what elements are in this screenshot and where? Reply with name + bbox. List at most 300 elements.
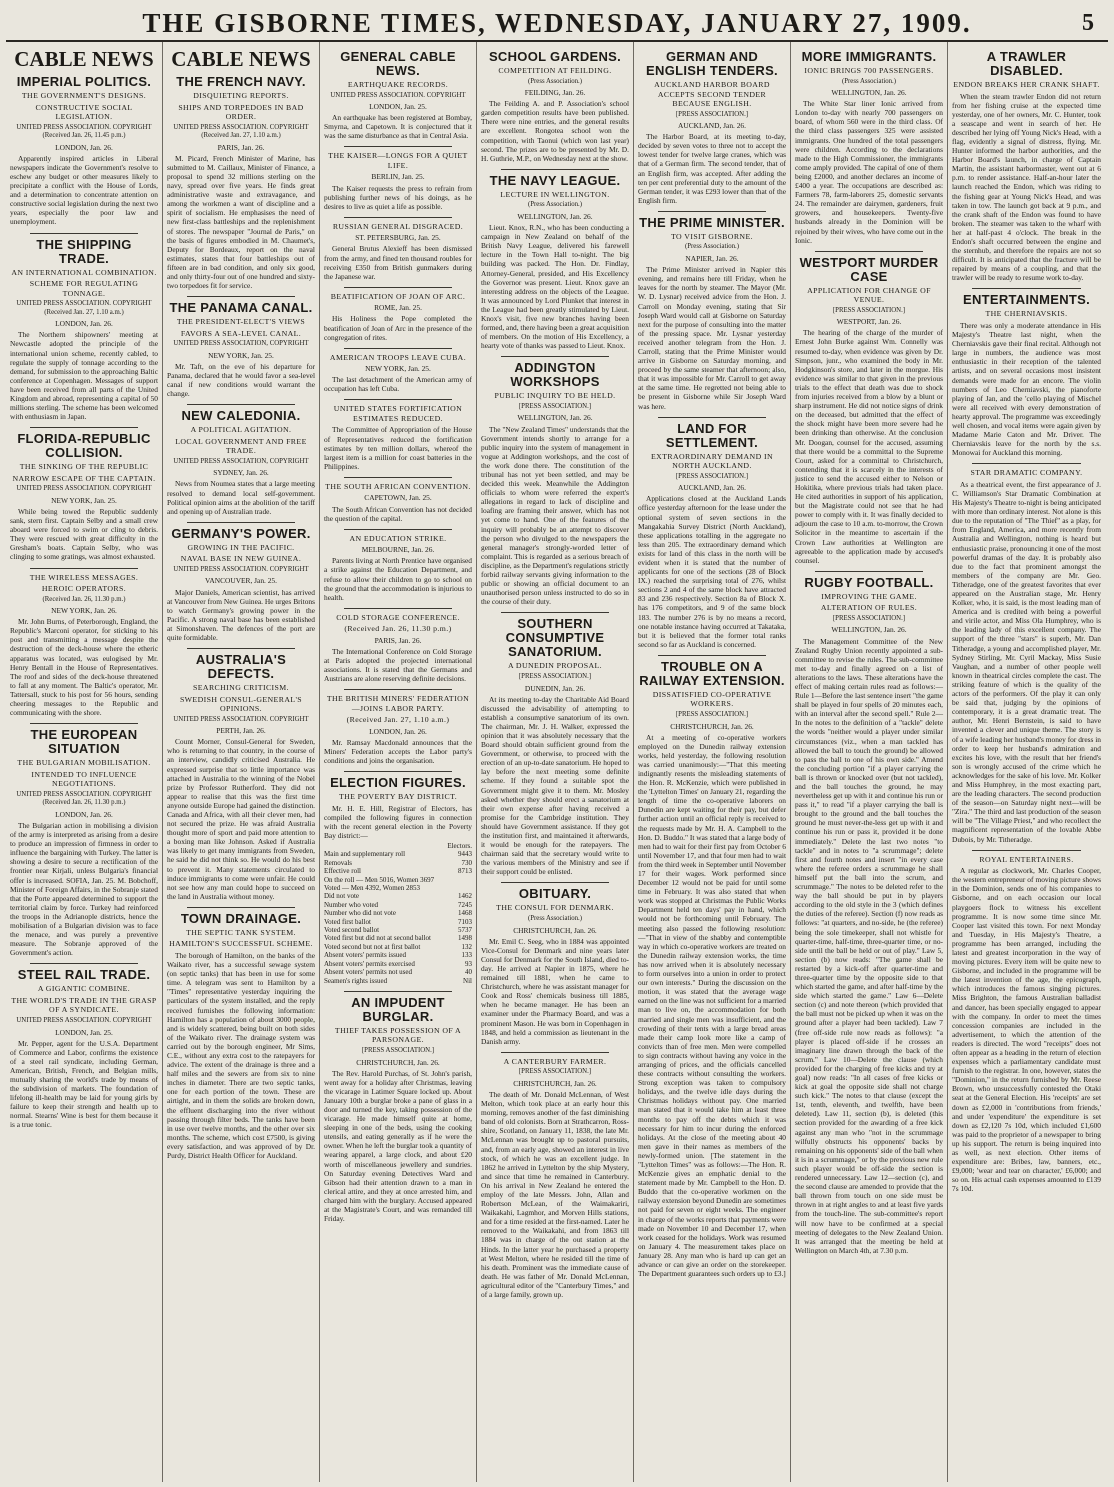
article-divider (658, 211, 766, 212)
article (167, 48, 315, 290)
article-divider (30, 233, 138, 234)
article-divider (344, 529, 452, 530)
table-cell: Seamen's rights issued (324, 976, 388, 985)
article-subheading: EARTHQUAKE RECORDS. (347, 80, 449, 89)
article-headline: WESTPORT MURDER CASE (799, 254, 939, 284)
article-divider (501, 169, 609, 170)
article-headline: SOUTHERN CONSUMPTIVE SANATORIUM. (505, 616, 605, 660)
article-headline: NEW CALEDONIA. (181, 408, 301, 424)
article-divider (658, 655, 766, 656)
article-subheading: AN INTERNATIONAL COMBINATION. (11, 267, 157, 277)
dateline: CHRISTCHURCH, Jan. 26. (513, 925, 597, 935)
article-body: The Feilding A. and P. Association's school garden competition results have been published. There were nine entries, and the general results are excellent. Rongotea school won the competition, with Taonui (which won last year) second. The prizes are to be presented by Mr. D. H. Guthrie, M.P., on Wednesday next at the show. (481, 99, 629, 163)
article-body: The Rev. Harold Purchas, of St. John's parish, went away for a holiday after Christmas, leaving the vicarage in Latimer Square locked up. About January 10th a burglar broke a pane of glass in a door and turned the key, taking possession of the vicarage. He made himself quite at home, sleeping in one of the beds, using the cooking utensils, and eating generally as if he were the owner. When he left the burglar took a quantity of wearing apparel, a large clock, and about £20 worth of miscellaneous jewellery and sundries. On Saturday evening Detectives Ward and Gibson had their attention drawn to a man in clerical attire, and they at once arrested him, and charged him with the burglary. Accused appeared at the Magistrate's Court, and was remanded till Friday. (324, 1068, 472, 1224)
table-cell: Voted — Men 4392, Women 2853 (324, 884, 421, 893)
article-divider (344, 399, 452, 400)
table-cell: Absent voters' permits issued (324, 951, 406, 960)
press-credit: (Received Jan. 26, 11.30 p.m.) (42, 595, 126, 603)
article-subheading: RUSSIAN GENERAL DISGRACED. (332, 221, 464, 231)
article-body: Mr. Emil C. Seeg, who in 1884 was appointed Vice-Consul for Denmark and nine years later Consul for Denmark for the South Island, died to-day. He arrived at Napier in 1875, where he remained till 1881, when he came to Christchurch, where he was assistant manager for Cook and Ross' chemicals business till 1885, when he became manager. He has been an examiner under the Pharmacy Board, and was a prominent Mason. He was born in Copenhagen in 1848, and held a commission as lieutenant in the Danish army. (481, 936, 629, 1046)
article-body: The hearing of the charge of the murder of Ernest John Burke against Wm. Connelly was resumed to-day, when evidence was given by Dr. Simpson, junr., who examined the body in Mr. Hodgkinson's store, and later in the morgue. His evidence was similar to that given in the previous trials to the effect that death was due to shock from injuries received from a blow by a blunt or sharp instrument. He did not notice signs of drink on the deceased, but admitted that the effect of the shock might have been more severe had he been drinking than otherwise. At the conclusion Mr. Doogan, counsel for the accused, assuming that there would be a committal to the Supreme Court, asked for a committal to Christchurch, contending that it is scarcely in the interests of justice to send the accused either to Nelson or Hokitika, where previous trials had taken place. He cited authorities in support of his application, but the Magistrate could not see that he had power to comply with it. It was finally decided to adjourn the case to 10 a.m. to-morrow, the Crown Solicitor in the meantime to ascertain if the Crown Law authorities at Wellington are agreeable to the application made by accused's counsel. (795, 328, 943, 565)
article (324, 222, 472, 281)
article-body: News from Noumea states that a large meeting resolved to demand local self-government. Political opinion aims at the abolition of the tariff and opening up of Australian trade. (167, 479, 315, 516)
article-subheading: BEATIFICATION OF JOAN OF ARC. (330, 291, 466, 301)
article-body: The Kaiser requests the press to refrain from publishing further news of his doings, as he desires to live as quiet a life as possible. (324, 183, 472, 211)
press-credit: [PRESS ASSOCIATION.] (518, 672, 592, 680)
press-credit: [PRESS ASSOCIATION.] (832, 614, 906, 622)
article-headline: SCHOOL GARDENS. (488, 49, 622, 64)
article (324, 292, 472, 342)
column-5 (634, 42, 791, 1482)
article-subheading: SHIPS AND TORPEDOES IN BAD ORDER. (178, 102, 304, 121)
press-credit: [PRESS ASSOCIATION.] (518, 402, 592, 410)
article-body: M. Picard, French Minister of Marine, has submitted to M. Caillaux, Minister of Finance, a proposal to spend 32 millions sterling on the navy, spread over five years. He finds great administrative waste and extravagance, and among the workmen a want of discipline and a spirit of socialism. He emphasises the need of new first-class battleships and the replenishment of stores. The newspaper "Journal de Paris," on the basis of figures embodied in M. Chaumet's, Deputy for Bordeaux, report on the naval estimates, states that four battleships out of fifteen are in bad condition, and only six good, and only thirty-four out of one hundred and sixty-two torpedoes fit for service. (167, 153, 315, 291)
table-row (324, 926, 472, 934)
article-body: General Brutus Alexieff has been dismissed from the army, and fined ten thousand roubles for receiving £350 from British gunmakers during the Japanese war. (324, 244, 472, 281)
article-subheading: AN EDUCATION STRIKE. (349, 533, 447, 543)
article (952, 468, 1101, 843)
article-subheading: THE WORLD'S TRADE IN THE GRASP OF A SYNDICATE. (11, 995, 157, 1015)
article (481, 361, 629, 606)
article-headline: MORE IMMIGRANTS. (801, 49, 937, 64)
article-divider (501, 612, 609, 613)
table-row (324, 968, 472, 976)
article-body: The "New Zealand Times" understands that the Government intends shortly to arrange for a public inquiry into the system of management in vogue at Addington workshops, and the cost of the work done there. The constitution of the tribunal has not yet been settled, and may be decided this week. Meanwhile the Addington officials to whom were referred the expert's allegations in regard to lack of discipline and loafing are framing their answer, which has not yet come to hand. One of the features of the inquiry will probably be an attempt to discover the person who divulged to the newspapers the general manager's strongly-worded letter of complaint. This is regarded as a serious breach of discipline, as the Department's regulations strictly forbid railway servants giving information to the public or showing an official document to an unauthorised person unless instructed to do so in the course of their duty. (481, 424, 629, 607)
press-credit: (Press Association.) (528, 77, 582, 85)
press-credit: UNITED PRESS ASSOCIATION. COPYRIGHT (Received Jan. 27, 1.10 a.m.) (16, 300, 152, 316)
table-header-cell (324, 842, 442, 850)
dateline: PARIS, Jan. 26. (374, 635, 422, 645)
article-body: The Committee of Appropriation of the House of Representatives reduced the fortification estimates by ten million dollars, whereof the largest item is a million for coast batteries in the Philippines. (324, 425, 472, 471)
article-body: The Prime Minister arrived in Napier this evening, and remains here till Friday, when he leaves for the north by steamer. The Mayor (Mr. W. D. Lysnar) received advice from the Hon. J. Carroll on Monday evening, stating that Sir Joseph Ward would call at Gisborne on Saturday next for the purpose of consulting into the matter of the pressing space. Mr. Lysnar yesterday received another telegram from the Hon. J. Carroll, stating that the Prime Minister would arrive in Gisborne on Saturday morning, and proceed by the same steamer that afternoon; also, that it was impossible for Mr. Carroll to get away at the same time. He regretted not being able to be present in Gisborne while Sir Joseph Ward was here. (638, 265, 786, 411)
article-subheading: THE WIRELESS MESSAGES. (29, 572, 139, 582)
dateline: WELLINGTON, Jan. 26. (517, 211, 593, 221)
press-credit: UNITED PRESS ASSOCIATION. COPYRIGHT (16, 1016, 152, 1024)
table-cell: 1462 (458, 892, 472, 901)
table-cell: 133 (461, 951, 472, 960)
table-row (324, 892, 472, 900)
table-row (324, 884, 472, 892)
dateline: NAPIER, Jan. 26. (685, 254, 739, 264)
article (324, 353, 472, 394)
article-headline: AN IMPUDENT BURGLAR. (351, 994, 445, 1024)
table-cell: Voted first ballot (324, 917, 371, 926)
article-headline: TROUBLE ON A RAILWAY EXTENSION. (639, 658, 785, 688)
masthead (6, 6, 1108, 42)
table-cell: Main and supplementary roll (324, 850, 406, 859)
table-row (324, 850, 472, 858)
article-subheading: THE POVERTY BAY DISTRICT. (338, 792, 458, 802)
article-headline: A TRAWLER DISABLED. (986, 49, 1067, 78)
article (324, 613, 472, 683)
table-cell: On the roll — Men 5016, Women 3697 (324, 875, 435, 884)
article-subheading: THE PRESIDENT-ELECT'S VIEWS (176, 317, 306, 327)
article-divider (815, 251, 923, 252)
press-credit: UNITED PRESS ASSOCIATION. COPYRIGHT (330, 91, 466, 99)
press-credit: UNITED PRESS ASSOCIATION. COPYRIGHT (173, 565, 309, 573)
press-credit: [PRESS ASSOCIATION.] (361, 1046, 435, 1054)
article-subheading: COMPETITION AT FEILDING. (498, 66, 612, 75)
article-headline: THE PANAMA CANAL. (169, 300, 313, 316)
article-subheading: AUCKLAND HARBOR BOARD ACCEPTS SECOND TENDER BECAUSE ENGLISH. (654, 80, 770, 108)
press-credit: UNITED PRESS ASSOCIATION, COPYRIGHT (173, 340, 309, 348)
article-body: The borough of Hamilton, on the banks of the Waikato river, has a successful sewage system (on septic tanks) that has been in use for some time. A telegram was sent to Hamilton by a "Times" representative yesterday inquiring the particulars of the system installed, and the reply received furnishes the following information: Hamilton has a population of about 3000 people, and is widely scattered, being built on both sides of the Waikato river. The drainage system was carried out by the borough engineer, Mr Sims, C.E., without any extra cost to the ratepayers for advice. The extent of the drainage is three and a half miles and the sewers are from six to nine inches in diameter. There are two septic tanks, one for each portion of the town. These are airtight, and in them the solids are broken down, the effluent discharging into the river without passing through filter beds. The tanks have been in use over twelve months, and the other over six months. The scheme, which cost £7500, is giving every satisfaction, and was approved of by Dr. Purdy, District Health Officer for Auckland. (167, 950, 315, 1160)
dateline: WELLINGTON, Jan. 26. (831, 88, 907, 98)
dateline: PERTH, Jan. 26. (216, 726, 266, 736)
article-divider (658, 417, 766, 418)
article-body: There was only a moderate attendance in His Majesty's Theatre last night, when the Cherniavskis gave their final recital. Although not large in numbers, the audience was most enthusiastic in their reception of the talented artists, and on several occasions most insistent demands were made for an encore. The violin numbers of Leo Cherniavski, the pianoforte playing of Jan, and the 'cello playing of Mischel were all received with every demonstration of hearty approval. The programme was exceedingly well chosen, and vocal items were again given by Madame Marie Caton and Mr. Driver. The Cherniavskis leave for the north by the s.s. Monowai for Auckland this morning. (952, 320, 1101, 458)
article (10, 48, 158, 227)
article-body: The International Conference on Cold Storage at Paris adopted the projected international associations. It is stated that the Germans and Austrians are alone reserving definite decisions. (324, 646, 472, 684)
table-cell: 5737 (458, 926, 472, 935)
article-subheading: THE SINKING OF THE REPUBLIC (19, 462, 149, 472)
article-divider (344, 689, 452, 690)
article-subheading: FAVORS A SEA-LEVEL CANAL. (180, 328, 302, 338)
table-cell: 132 (461, 942, 472, 951)
article-body: A regular as clockwork, Mr. Charles Cooper, the western entrepreneur of moving picture shows in the Dominion, sends one of his companies to Gisborne, and on each occasion our local playgoers flock to witness his excellent programme. It is now some time since Mr. Cooper last visited this town. For next Monday and Tuesday, in His Majesty's Theatre, a programme has been arranged, including the latest and greatest incorporation in the way of moving pictures. Every item will be quite new to Gisborne, and included in the programme will be the latest invention of the age, the epicograph, which introduces the famous singing pictures. Miss Brighton, the famous Australian balladist and dancer, has been specially engaged to appear with the company. In order to meet the times concession companies are included in the advertisement, to which the attention of the readers is directed. The word "receipts" does not often appear as a heading in the return of election expenses which a parliamentary candidate must furnish to the registrar. In one, however, states the "Dominion," in the return furnished by Mr. Reese Brown, who unsuccessfully contested the Otaki seat at the General Election. His 'receipts' are set down as £2,000 in 'contributions from friends,' and under 'expenditure' the expenditure is set down as £2,120 7s 10d, which included £1,600 was paid to the proprietor of a newspaper to bring up his support. The return is being inquired into as well, as next election. Other items of expenditure are: Bribes, law, banners, etc., £9,000; 'wear and tear on character,' £6,000; and so on. His actual cash expenses amounted to £139 7s 10d. (952, 866, 1101, 1194)
article (167, 527, 315, 642)
article-divider (972, 463, 1081, 464)
article-headline: GERMANY'S POWER. (171, 525, 311, 541)
article-body: Mr. H. E. Hill, Registrar of Electors, has compiled the following figures in connection with the recent general election in the Poverty Bay district:— (324, 803, 472, 840)
article-headline: LAND FOR SETTLEMENT. (665, 420, 759, 450)
article-body: Major Daniels, American scientist, has arrived at Vancouver from New Guinea. He urges Britons to watch Germany's growing power in the Pacific. A strong naval base has been established at Simonshaven. The defences of the port are quite formidable. (167, 587, 315, 642)
dateline: AUCKLAND, Jan. 26. (678, 483, 746, 493)
table-cell: Effective roll (324, 867, 361, 876)
article-divider (344, 217, 452, 218)
article-body: When the steam trawler Endon did not return from her fishing cruise at the expected time yesterday, one of her owners, Mr. C. Hunter, took a seascape and went in search of her. He described her lying off Young Nick's Head, with a flag, evidently a signal of distress, flying. Mr. Hunter informed the harbor authorities, and the Harbor Board's launch, in charge of Captain Martin, the assistant harbormaster, went out at 6 p.m. to render assistance. Half-an-hour later the launch reached the Endon, which was riding to the fishing gear at Young Nick's Head, and was taken in tow. The launch got back at 9 p.m., and the crank shaft of the Endon was found to have broken. The steamer was taken to the wharf with her at half-past 4 o'clock. The break in the Endon's shaft occurred between the engine and the sternhub, and therefore the repairs are not so difficult. It is anticipated that the fracture will be repaired by means of a coupling, and that the trawler will be ready to resume work to-day. (952, 91, 1101, 283)
table-cell: Voted second but not at first ballot (324, 942, 421, 951)
article-subheading: EXTRAORDINARY DEMAND IN NORTH AUCKLAND. (651, 451, 773, 471)
article-subheading: THE GOVERNMENT'S DESIGNS. (21, 91, 147, 100)
article (638, 660, 786, 1278)
table-row (324, 934, 472, 942)
article-divider (815, 571, 923, 572)
article-subheading: IONIC BRINGS 700 PASSENGERS. (804, 66, 934, 75)
table-cell: 93 (465, 959, 472, 968)
article-subheading: THIEF TAKES POSSESSION OF A PARSONAGE. (334, 1025, 462, 1045)
article-subheading: ENDON BREAKS HER CRANK SHAFT. (953, 80, 1100, 89)
section-heading: CABLE NEWS (171, 47, 311, 71)
article (638, 50, 786, 205)
section-heading: CABLE NEWS (14, 47, 154, 71)
article-body: Apparently inspired articles in Liberal newspapers indicate the Government's resolve to eschew any budget or other measures likely to precipitate a conflict with the House of Lords, and a determination to concentrate attention on constructive social legislation during the next two years, especially the poor law and unemployment. (10, 153, 158, 227)
table-row (324, 918, 472, 926)
article-subheading: COLD STORAGE CONFERENCE. (336, 612, 460, 622)
article-divider (187, 522, 295, 523)
article-headline: GENERAL CABLE NEWS. (340, 49, 456, 78)
article-subheading: NARROW ESCAPE OF THE CAPTAIN. (12, 473, 156, 483)
column-3 (320, 42, 477, 1482)
article-divider (30, 963, 138, 964)
article-subheading: PUBLIC INQUIRY TO BE HELD. (494, 391, 616, 401)
article-subheading: A DUNEDIN PROPOSAL. (507, 661, 603, 671)
article-subheading: LOCAL GOVERNMENT AND FREE TRADE. (175, 436, 307, 456)
column-6 (791, 42, 948, 1482)
dateline: LONDON, Jan. 26. (55, 142, 113, 152)
article-divider (972, 850, 1081, 851)
column-4 (477, 42, 634, 1482)
table-row (324, 951, 472, 959)
dateline: MELBOURNE, Jan. 26. (361, 545, 435, 555)
column-1 (6, 42, 163, 1482)
article-body: The death of Mr. Donald McLennan, of West Melton, which took place at an early hour this morning, removes another of the fast diminishing band of old colonists. Born at Strathcarron, Ross-shire, Scotland, on January 11, 1838, the late Mr. McLennan was brought up to pastoral pursuits, and, from an early age, showed an interest in live stock, of which he was an excellent judge. In 1862 he arrived in Lyttelton by the ship Mystery, and since that time he remained in Canterbury. On his arrival in New Zealand he entered the employ of the late Messrs. John, Allan and Robertson McLean, of the Waimakariri, Waikakahi, Lagmhor, and Morven Hills stations, and for a time resided at the first-named. Later he removed to the Waikakahi, and from 1863 till 1884 was in charge of the out station at the Hinds. In the latter year he purchased a property at West Melton, where he resided till the time of his death. Prominent was the immediate cause of death. He was father of Mr. Donald McLennan, agricultural editor of the "Canterbury Times," and of a large family, grown up. (481, 1089, 629, 1300)
article-subheading: UNITED STATES FORTIFICATION ESTIMATES REDUCED. (333, 404, 463, 423)
table-cell: Did not vote (324, 892, 359, 901)
dateline: FEILDING, Jan. 26. (524, 88, 586, 98)
dateline: NEW YORK, Jan. 25. (51, 495, 117, 505)
article-body: Count Morner, Consul-General for Sweden, who is returning to that country, in the course of an interview, candidly criticised Australia. He expressed surprise that so little importance was attached in Australia to the winning of the Nobel prize by Professor Rutherford. They did not appear to realise that this was the first time anyone outside Europe had gained the distinction. Canada and Africa, with all their clever men, had not secured the prize. He was afraid Australia thought more of sport and paid more attention to a boxing man like Johnson. Asked if Australia was likely to get many immigrants from Sweden, he said he did not think so. He would do his best to prevent it. Many statements circulated to induce immigrants to come were unfair. He could not see how any man could hope to succeed on the land in Australia without money. (167, 737, 315, 901)
article-headline: AUSTRALIA'S DEFECTS. (195, 652, 287, 682)
article-body: The Bulgarian action in mobilising a division of the army is interpreted as arising from a desire to produce an impression of firmness in order to influence the bargaining with Turkey. The latter is showing a desire to secure a rectification of the frontier near Kirjali, unless Bulgaria's financial offer is increased. SOFIA, Jan. 25. M. Bobchoff, Minister of Foreign Affairs, in the Sobranje stated that the Porte appeared determined to support the territorial claim by force. Turkey had reinforced the troops in the Adrianople districts, hence the mobilisation of a Bulgarian division was to face the menace, and was purely a preventive measure. The Sobranje approved of the Government's action. (10, 821, 158, 958)
article (167, 409, 315, 516)
article-divider (344, 477, 452, 478)
article (324, 776, 472, 985)
article-subheading: A GIGANTIC COMBINE. (37, 984, 131, 994)
table-cell: 730 (461, 858, 472, 867)
table-row (324, 876, 472, 884)
table-header-cell: Electors. (447, 842, 472, 850)
article (10, 432, 158, 561)
article-subheading: DISSATISFIED CO-OPERATIVE WORKERS. (652, 689, 772, 709)
article-subheading: IMPROVING THE GAME. (821, 591, 917, 601)
dateline: NEW YORK, Jan. 25. (208, 350, 274, 360)
article-subheading: NAVAL BASE IN NEW GUINEA. (180, 554, 302, 564)
article-divider (344, 146, 452, 147)
masthead-title: THE GISBORNE TIMES, WEDNESDAY, JANUARY 27, 1909. (142, 7, 972, 38)
table-cell: 7245 (458, 900, 472, 909)
article (952, 50, 1101, 282)
table-cell: 9443 (458, 850, 472, 859)
article-body: At a meeting of co-operative workers employed on the Dunedin railway extension works, held yesterday, the following resolution was carried unanimously:—"That this meeting indignantly resents the misleading statements of the Hon. R. McKenzie, which were published in the 'Lyttelton Times' on January 21, regarding the length of time the co-operative laborers on Dunedin are kept waiting for their pay, but defer further action until an official reply is received to the requests made by Mr. H. A. Campbell to the Hon. D. Buddo." It was stated that a large body of men had to wait for their first pay from October 6 until November 17, and that four men had to wait from the third week in September until November 17 for their wages. Work performed since December 12 would not be paid for until some time in February. It was also stated that when work was stopped at Christmas the Public Works Department held ten days' pay in hand, which would not be forthcoming until February. The meeting also passed the following resolution:—"That in view of the shabby and contemptible way in which co-operative workers are treated on the Dunedin railway extension works, the time has now arrived when it is absolutely necessary to form ourselves into a union in order to protect our own interests." During the discussion on the motion, it was stated that the average wage earned on the line was not sufficient for a married man to live on, the accommodation for both married and single men was insufficient, and the crowding of their tents with a large bread areas made their camp look more like a camp of convicts than of free men. Men were compelled to sign contracts without having any voice in the arranging of prices, and the officials cancelled these contracts without consulting the workers. Strong exception was taken to compulsory holidays, and the twelve idle days during the Christmas holidays without pay. One married man stated that it would take him at least three months to pay off the debts which it was necessary for him to incur during the enforced holidays. At the close of the meeting about 40 men gave in their names as members of the newly-formed union. [The statement in the "Lyttelton Times" was as follows:—The Hon. R. McKenzie gives an emphatic denial to the statement made by Mr. Campbell to the Hon. D. Buddo that the co-operative workmen on the railway extension beyond Dunedin are sometimes not paid for seven or eight weeks. The engineer in charge of the works reports that payments were made on November 10 and December 17, when work ceased for the holidays. Work was resumed on January 4. The measurement takes place on January 28. Any man who is hard up can get an advance or can give an order on the storekeeper. The Department guarantees such orders up to £3.] (638, 732, 786, 1279)
dateline: CHRISTCHURCH, Jan. 26. (670, 721, 754, 731)
article-subheading: (Received Jan. 26, 11.30 p.m.) (344, 624, 452, 634)
article (638, 216, 786, 411)
press-credit: [PRESS ASSOCIATION.] (675, 110, 749, 118)
table-cell: 1468 (458, 909, 472, 918)
article-divider (501, 1052, 609, 1053)
table-row (324, 867, 472, 875)
article-body: The last detachment of the American army of occupation has left Cuba. (324, 375, 472, 394)
article (10, 573, 158, 718)
article-subheading: SCHEME FOR REGULATING TONNAGE. (29, 279, 139, 298)
article-subheading: ALTERATION OF RULES. (820, 603, 918, 613)
article-body: Mr. Ramsay Macdonald announces that the Miners' Federation accepts the Labor party's conditions and joins the organisation. (324, 737, 472, 766)
dateline: BERLIN, Jan. 25. (371, 172, 425, 182)
table-cell: Absent voters' permits not used (324, 968, 412, 977)
article-body: The Harbor Board, at its meeting to-day, decided by seven votes to three not to accept the lowest tender for twelve large cranes, which was that of a German firm. The second tender, that of an English firm, was accepted. After adding the ten per cent preferential duty to the amount of the German tender, it was £293 lower than that of the English firm. (638, 132, 786, 205)
article-divider (30, 568, 138, 569)
article-headline: ADDINGTON WORKSHOPS (510, 360, 600, 390)
table-cell (442, 876, 472, 884)
article-subheading: (Received Jan. 27, 1.10 a.m.) (346, 715, 450, 725)
article-subheading: THE KAISER—LONGS FOR A QUIET LIFE. (328, 151, 468, 170)
article (481, 887, 629, 1045)
article-subheading: GROWING IN THE PACIFIC. (187, 542, 295, 552)
dateline: WELLINGTON, Jan. 26. (831, 625, 907, 635)
article (638, 422, 786, 649)
article (10, 728, 158, 957)
article-body: The South African Convention has not decided the question of the capital. (324, 504, 472, 523)
table-row (324, 943, 472, 951)
article-divider (344, 608, 452, 609)
dateline: CHRISTCHURCH, Jan. 26. (513, 1078, 597, 1088)
article-headline: THE NAVY LEAGUE. (489, 172, 621, 188)
press-credit: (Press Association.) (528, 201, 582, 209)
article-subheading: HEROIC OPERATORS. (41, 584, 127, 593)
dateline: AUCKLAND, Jan. 26. (678, 121, 746, 131)
article-subheading: A POLITICAL AGITATION. (190, 425, 292, 435)
article-body: The White Star liner Ionic arrived from London to-day with nearly 700 passengers on board, of whom 560 were in the third class. Of the third class passengers 325 were assisted immigrants. One hundred of the total passengers were children. According to the declarations made to the High Commissioner, the immigrants come amply provided. The capital of one of them being £2000, and another declares an income of £400 a year. The occupations are described as: Farmers 78, farm-laborers 25, domestic servants 24. The remainder are dairymen, gardeners, fruit growers, and housekeepers. Twenty-five husbands already in the Dominion will be rejoined by their wives, who have come out in the Ionic. (795, 99, 943, 245)
article-subheading: APPLICATION FOR CHANGE OF VENUE. (807, 285, 931, 305)
election-figures-table (324, 842, 472, 985)
page-number: 5 (1082, 10, 1094, 36)
article (795, 50, 943, 245)
table-cell: Number who voted (324, 900, 379, 909)
press-credit: (Press Association.) (528, 914, 582, 922)
article (10, 968, 158, 1129)
article-subheading: CONSTRUCTIVE SOCIAL LEGISLATION. (35, 102, 133, 121)
article-divider (30, 427, 138, 428)
article (324, 151, 472, 210)
table-row (324, 901, 472, 909)
dateline: LONDON, Jan. 26. (369, 726, 427, 736)
table-cell: Removals (324, 858, 352, 867)
article-subheading: HAMILTON'S SUCCESSFUL SCHEME. (169, 939, 313, 949)
dateline: NEW YORK, Jan. 26. (51, 606, 117, 616)
press-credit: [PRESS ASSOCIATION.] (832, 306, 906, 314)
article-subheading: STAR DRAMATIC COMPANY. (970, 468, 1083, 478)
article (167, 912, 315, 1160)
article-headline: ENTERTAINMENTS. (962, 292, 1091, 308)
article-headline: RUGBY FOOTBALL. (804, 574, 934, 590)
dateline: CAPETOWN, Jan. 25. (364, 493, 432, 503)
article (952, 855, 1101, 1194)
article-divider (344, 287, 452, 288)
article (324, 694, 472, 765)
dateline: NEW YORK, Jan. 25. (365, 364, 431, 374)
press-credit: (Press Association.) (842, 77, 896, 85)
table-cell: Absent voters' permits exercised (324, 959, 415, 968)
article-subheading: INTENDED TO INFLUENCE NEGOTIATIONS. (31, 769, 137, 789)
article-subheading: SWEDISH CONSUL-GENERAL'S OPINIONS. (179, 694, 303, 714)
article-headline: GERMAN AND ENGLISH TENDERS. (646, 49, 778, 78)
dateline: ROME, Jan. 25. (374, 303, 422, 313)
article-divider (501, 356, 609, 357)
dateline: LONDON, Jan. 26. (55, 319, 113, 329)
article-body: His Holiness the Pope completed the beatification of Joan of Arc in the presence of the congregation of rites. (324, 314, 472, 342)
article-divider (30, 723, 138, 724)
article (324, 996, 472, 1223)
article-body: Mr. John Burns, of Peterborough, England, the Republic's Marconi operator, for sticking to his post and transmitting a message despite the destruction of the deck-house where the etheric apparatus was located, was eulogised by Mr. Henry Bentall in the House of Representatives. The roof and sides of the deck-house threatened to fall at any moment. The Baltic's operator, Mr. Tattersall, stuck to his post for 56 hours, sending cheering messages to the Republic and communicating with the shore. (10, 617, 158, 718)
article-divider (501, 882, 609, 883)
article-body: The Management Committee of the New Zealand Rugby Union recently appointed a sub-committee to revise the rules. The sub-committee met to-day and finally agreed on a list of alterations to the laws. These alterations have the effect of making certain rules read as follows:—Rule 1—Before the last sentence insert "the game shall be played in four spells of 20 minutes each, with an interval after the second spell." Rule 2—In the notes to the definition of a "tackle" delete the words "neither would a player under similar circumstances (viz., when a man tackled has allowed the ball to touch the ground) be allowed to pass the ball to one of his own side." Amend the concluding portion "if a player carrying the ball is thrown or knocked over (but not tackled), and the ball touches the ground, he may nevertheless get up with it and continue his run or pass it," to read "if a player carrying the ball is brought to the ground and the ball touches the ground he must never-the-less get up with it and continue his run or pass it, provided it be done immediately." Delete the last two notes "to tackle" and in notes to "a scrummage"; delete first and fourth notes and insert "in every case where the referee orders a scrummage he shall himself put the ball into the scrum, and scrummage." The notes to be deleted refer to the way the ball should be put in by players according to the old style in the 3 (which defines the duties of the referee). Section (f) now reads as follows: "at quarters, and no-side, he (the referee) being the sole timekeeper, shall not whistle for quarter-time, half-time, three-quarter time, or no-side until the ball be held or out of play." Law 5, section (b) now reads: "The game shall be restarted by a kick-off after quarter-time and three-quarter time by the opposite side to that which started the game, and after half-time by the side which started the game." Law 6—Delete section (c) and note thereon (which provided that the ball must not be picked up when it was on the ground after a player had been tackled). Law 7 (free off-side rule now reads as follows): "a player is placed off-side if he crosses an imaginary line drawn through the back of the scrum." Law 10—Delete the clause (which provided for the charging of free kicks and try at goal) now reads: "In all cases of free kicks or kick at goal the opposite side shall not charge such kick." The notes to that clause (except the 1st, tenth, eleventh, and twelfth, have been deleted). Law 11, section (b), is deleted (this section provided for the awarding of a free kick against any man who "not in the scrummage wilfully obstructs his opponents' backs by remaining on his opponents' side of the ball when it is in a scrummage," or by the previous new rule such player would be off-side the section is rendered unnecessary. Law 12—section (c), and the second clause are amended to provide that the ball thrown from touch on one side must be thrown in at right angles to and at least five yards from the touch-line. The sub-committee's report will now have to be confirmed at a special meeting of delegates to the New Zealand Union. It was arranged that the meeting be held at Wellington on March 4th, at 7.30 p.m. (795, 636, 943, 1255)
dateline: VANCOUVER, Jan. 25. (205, 576, 277, 586)
column-2 (163, 42, 320, 1482)
article-body: At its meeting to-day the Charitable Aid Board discussed the advisability of attempting to establish a consumptive sanatorium of its own. The chairman, Mr. J. H. Walker, expressed the opinion that it was absolutely necessary that the Board should obtain sufficient ground from the Government, or otherwise, to proceed with the erection of an up-to-date sanatorium. He hoped to lay before the next meeting some definite scheme. If they found a suitable spot the Government might give it to them. Mr. Mosley asked whether they should erect a sanatorium at their own expense after having received a promise for the Cambridge institution. They should have Government assistance. If they got the institution first, and maintained it afterwards, it would be enough for the ratepayers. The chairman said that the secretary would write to the various members of the Ministry and see if their support could be enlisted. (481, 694, 629, 877)
article-subheading: AMERICAN TROOPS LEAVE CUBA. (329, 352, 467, 362)
article-subheading: SEARCHING CRITICISM. (193, 683, 289, 693)
article (952, 293, 1101, 457)
article (324, 50, 472, 140)
article-divider (187, 648, 295, 649)
article-headline: THE EUROPEAN SITUATION (30, 727, 138, 757)
article-body: The Northern shipowners' meeting at Newcastle adopted the principle of the international union scheme, recently cabled, to regulate the supply of tonnage according to the demand, for submission to the approaching Baltic conference at Copenhagen. Messages of support have been received from all parts of the United Kingdom and abroad, representing a capital of 50 millions sterling. The scheme has been welcomed with enthusiasm in Japan. (10, 330, 158, 422)
article-subheading: LECTURE IN WELLINGTON. (500, 189, 610, 199)
article-body: An earthquake has been registered at Bombay, Smyrna, and Capetown. It is conjectured that it was the same disturbance as that in Central Asia. (324, 113, 472, 141)
dateline: CHRISTCHURCH, Jan. 26. (356, 1057, 440, 1067)
press-credit: UNITED PRESS ASSOCIATION, COPYRIGHT (173, 457, 309, 465)
article (481, 174, 629, 351)
table-cell: Voted first but did not at second ballot (324, 934, 431, 943)
dateline: LONDON, Jan. 25. (369, 102, 427, 112)
article-body: Mr. Pepper, agent for the U.S.A. Department of Commerce and Labor, confirms the existence of a steel rail syndicate, including German, American, British, French, and Belgian mills, mutually sharing the world's trade by means of the subdivision of markets. The foundation of lifelong ill-health may be laid for young girls by failure to keep their strength and health up to normal. Stearns' Wine is best for them because it is a true tonic. (10, 1038, 158, 1130)
article-subheading: THE SOUTH AFRICAN CONVENTION. (325, 481, 471, 491)
article (167, 301, 315, 398)
table-cell: Nil (463, 976, 472, 985)
article-divider (187, 907, 295, 908)
article-headline: TOWN DRAINAGE. (180, 910, 302, 926)
article-headline: THE FRENCH NAVY. (176, 74, 306, 89)
article-subheading: THE SEPTIC TANK SYSTEM. (186, 927, 296, 937)
article-body: Applications closed at the Auckland Lands office yesterday afternoon for the lease under the optional system of seven sections in the Mangakahia Survey District (North Auckland), these applications totalling in the aggregate no less than 205. The extraordinary demand which exists for land of this class in the north will be evident when it is stated that the number of applicants for one of the sections (28 of Block IX.) reached the surprising total of 276, whilst sections 2 and 4 of the same block have attracted 83 and 236 respectively. Section 8a of Block X. has 176 competitors, and 9 of the same block 183. The number 276 is by no means a record, one notable instance having occurred at Takataka, but it is believed that the former total ranks second so far as Auckland is concerned. (638, 494, 786, 649)
table-cell: 8713 (458, 867, 472, 876)
article (324, 534, 472, 602)
dateline: SYDNEY, Jan. 26. (213, 468, 269, 478)
article-headline: IMPERIAL POLITICS. (16, 74, 152, 89)
article-headline: FLORIDA-REPUBLIC COLLISION. (17, 431, 151, 461)
article (795, 576, 943, 1255)
article-subheading: ROYAL ENTERTAINERS. (979, 854, 1074, 864)
table-row (324, 859, 472, 867)
table-row (324, 960, 472, 968)
column-7 (948, 42, 1105, 1482)
article-divider (187, 404, 295, 405)
press-credit: UNITED PRESS ASSOCIATION. COPYRIGHT (Received Jan. 26, 11.30 p.m.) (16, 790, 152, 807)
dateline: LONDON, Jan. 25. (55, 1027, 113, 1037)
article-headline: STEEL RAIL TRADE. (17, 967, 151, 983)
table-cell (442, 884, 472, 892)
table-cell: Number who did not vote (324, 909, 396, 918)
table-cell: 40 (465, 968, 472, 977)
article-subheading: THE BRITISH MINERS' FEDERATION—JOINS LABOR PARTY. (326, 694, 470, 713)
table-header-row (324, 842, 472, 850)
dateline: PARIS, Jan. 26. (217, 142, 265, 152)
article (167, 653, 315, 901)
press-credit: UNITED PRESS ASSOCIATION. COPYRIGHT (173, 715, 309, 723)
article-divider (187, 296, 295, 297)
article-divider (344, 348, 452, 349)
article-headline: THE PRIME MINISTER. (639, 214, 785, 230)
article-body: As a theatrical event, the first appearance of J. C. Williamson's Star Dramatic Combination at His Majesty's Theatre to-night is being anticipated with more than ordinary interest. Not alone is this due to the reputation of "The Thief" as a play, for from England, America, and more recently from Australia and Wellington, nothing is heard but enthusiastic praise, pronouncing it one of the most powerful dramas of the day. It is probably also due to the fact that prominent amongst the members of the company are Mr. Geo. Titheradge, one of the greatest favorites that ever appeared on the Australian stage, Mr. Henry Kolker, who, it is said, is the most leading man of America and is credited with being a powerful and virile actor, and Miss Ola Humphrey, who is the leading lady of this excellent company. The support of the three "stars" is superb, Mr. Dan Titheradge, a young and accomplished player, Mr. Sydney Stirling, Mr. Cyril Mackay, Miss Susie Vaughan, and a number of other people well known in theatrical circles complete the cast. The striking feature of which is the quality of the actors of the performers. Of the play it can only be said that, judging by the opinions of contemporary, it is a great dramatic treat. The author, Mr. Henri Bernstein, is said to have invented a clever and unique theme. The story is of a wife leading her husband's money for dress in order to keep her husband's admiration and excites his love, with the result that her friend's son is wrongly accused of the crime which he acknowledges for the sake of his love. Mr. Kolker and Miss Humphrey, in the most exacting part, are the leading characters. The second production of the season—on Saturday night next—will be "Zira." The third and last production of the season will be "The Village Priest," and who recollect the magnificent representation of the lovable Abbe Dubois, by Mr. Titheradge. (952, 479, 1102, 844)
article (795, 256, 943, 565)
dateline: DUNEDIN, Jan. 26. (524, 683, 586, 693)
article-headline: THE SHIPPING TRADE. (36, 236, 132, 266)
article-subheading: TO VISIT GISBORNE. (671, 231, 753, 241)
table-cell: 7103 (458, 917, 472, 926)
press-credit: (Press Association.) (685, 243, 739, 251)
press-credit: UNITED PRESS ASSOCIATION. COPYRIGHT (Received Jan. 27, 1.10 a.m.) (173, 123, 309, 140)
press-credit: [PRESS ASSOCIATION.] (675, 710, 749, 718)
dateline: ST. PETERSBURG, Jan. 25. (355, 233, 441, 243)
columns (6, 42, 1108, 1482)
table-cell: 1498 (458, 934, 472, 943)
article-divider (972, 288, 1081, 289)
table-cell: Voted second ballot (324, 926, 380, 935)
article-subheading: THE CHERNIAVSKIS. (985, 309, 1068, 319)
table-row (324, 909, 472, 917)
article-body: While being towed the Republic suddenly sank, stern first. Captain Selby and a small crew aboard were forced to swim or cling to debris. They were rescued with great difficulty in the Gresham's boats. Captain Selby, who was clinging to some gratings, was almost exhausted. (10, 506, 158, 562)
